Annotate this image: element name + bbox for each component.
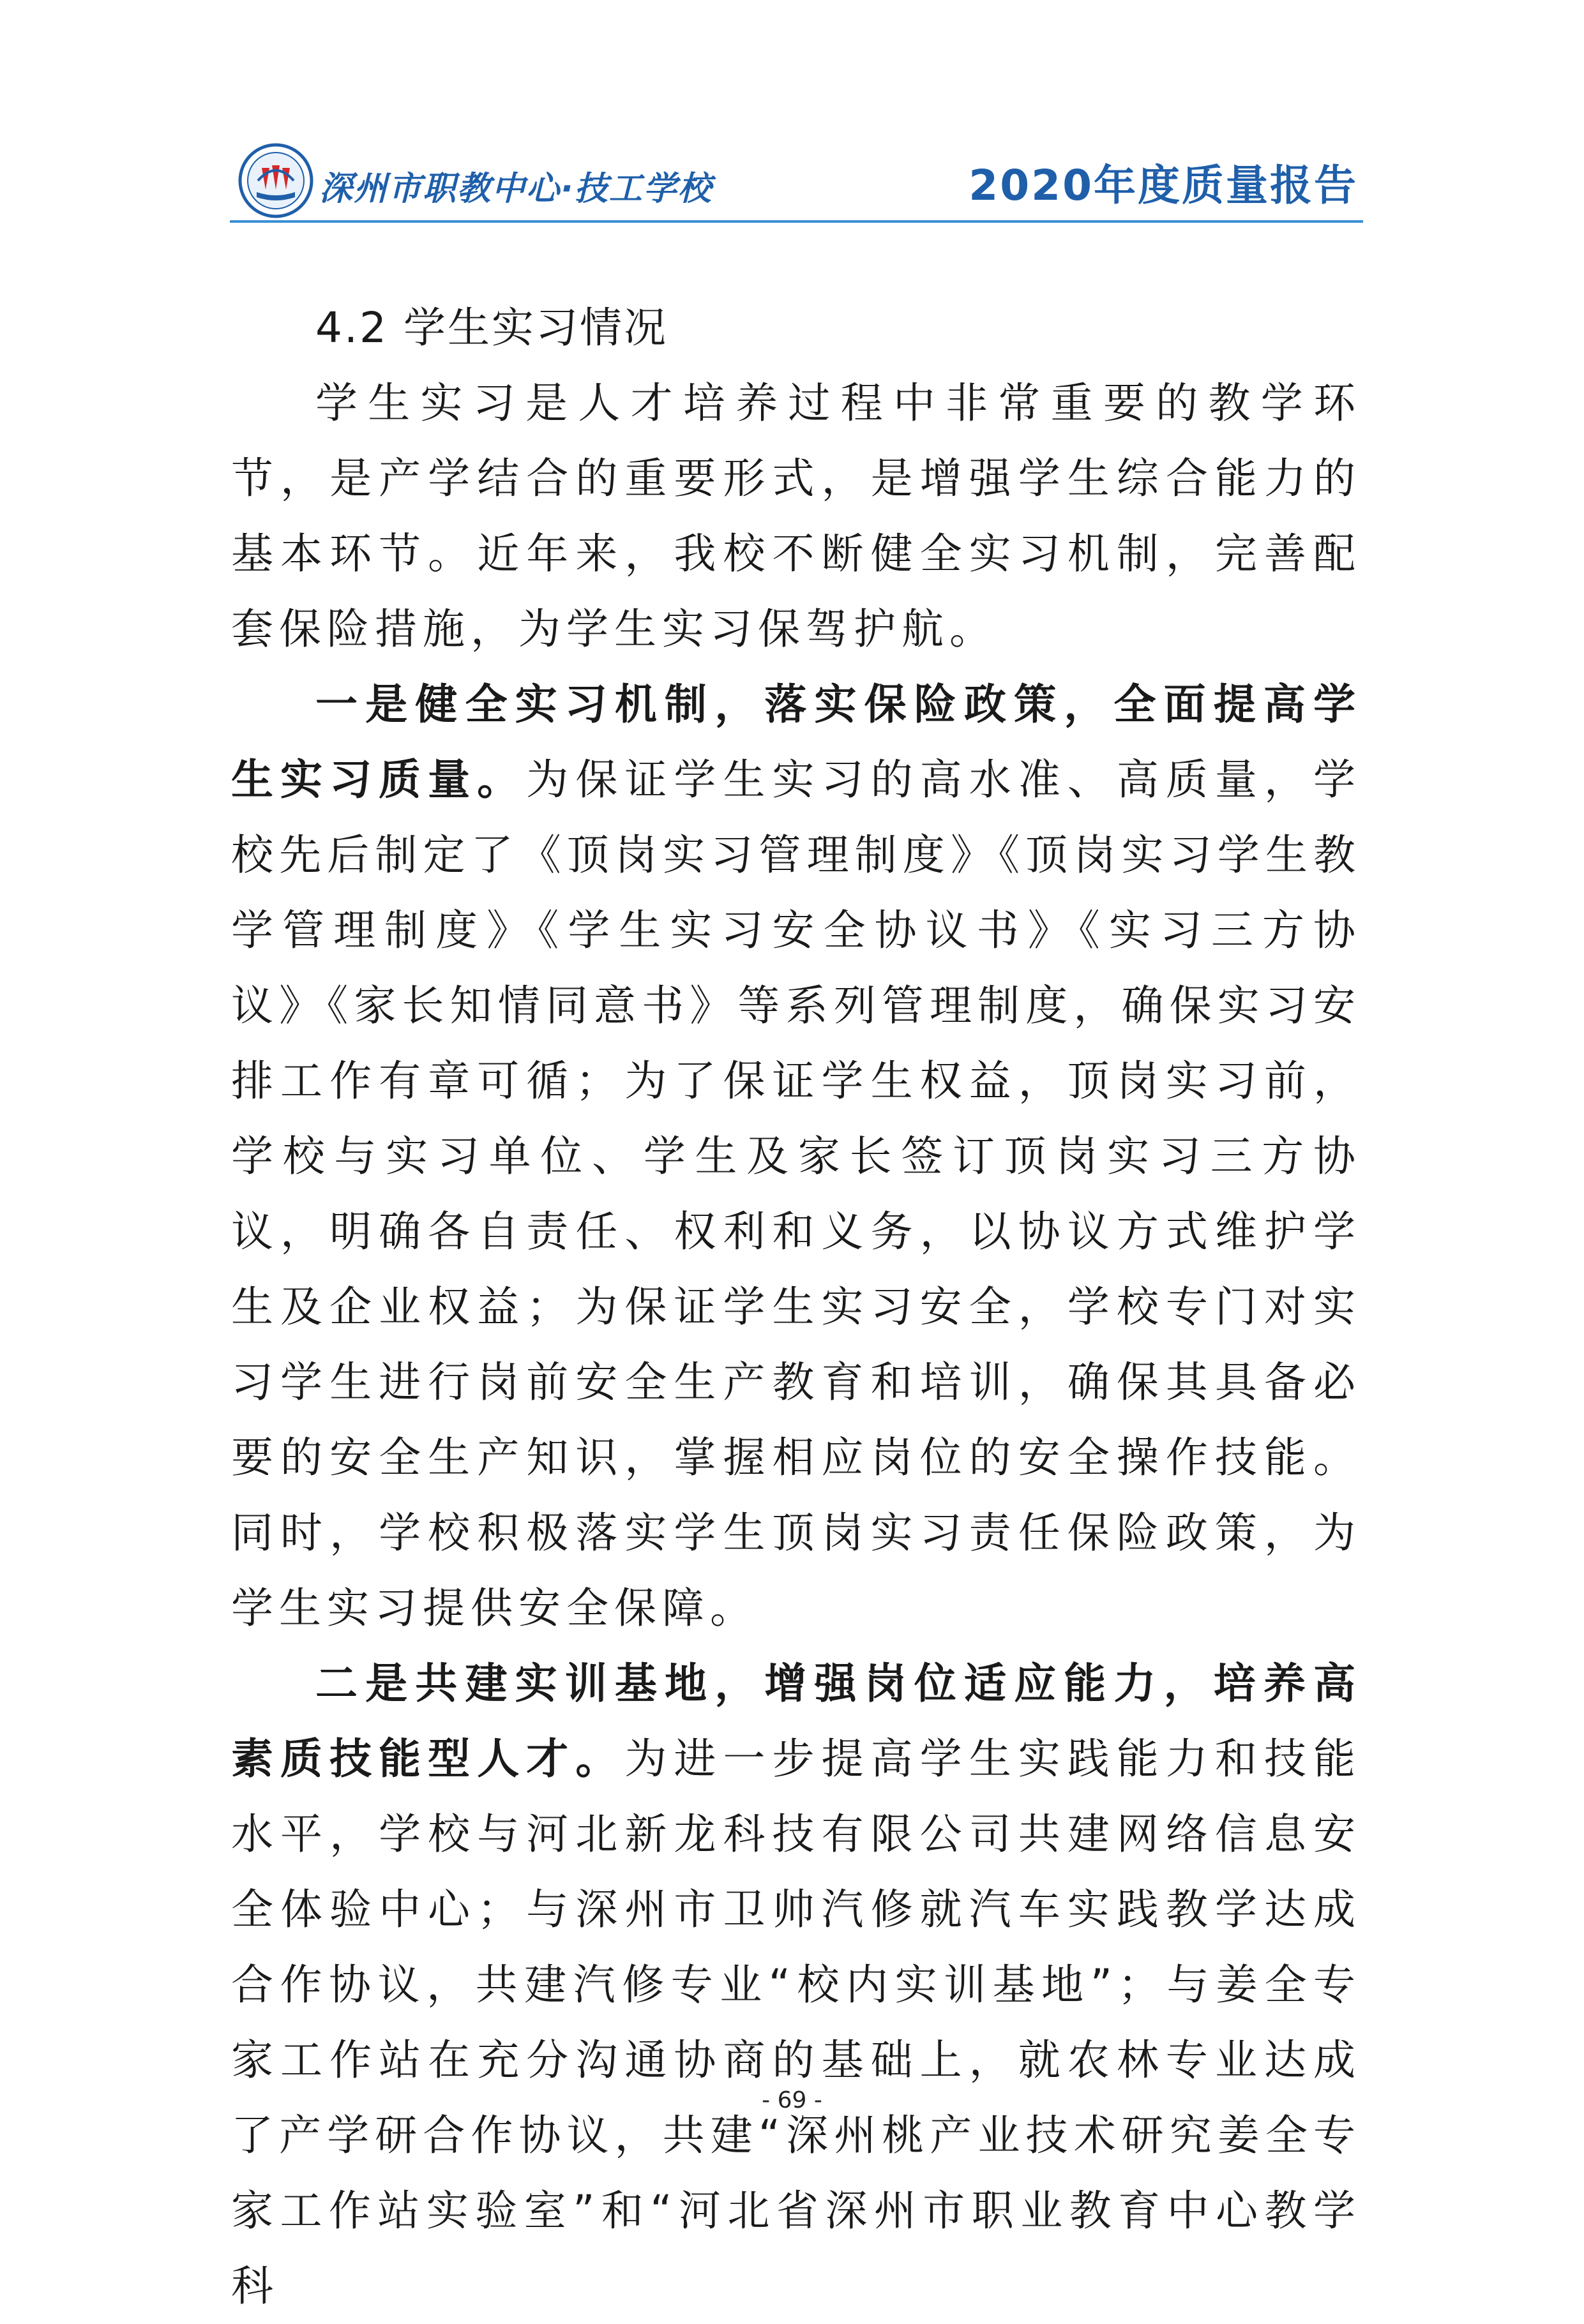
paragraph-one-body: 为保证学生实习的高水准、高质量，学校先后制定了《顶岗实习管理制度》《顶岗实习学生教学管理制度》《学生实习安全协议书》《实习三方协议》《家长知情同意书》等系列管理制度，确保实习安排工作有章可循；为了保证学生权益，顶岗实习前，学校与实习单位、学生及家长签订顶岗实习三方协议，明确各自责任、权利和义务，以协议方式维护学生及企业权益；为保证学生实习安全，学校专门对实习学生进行岗前安全生产教育和培训，确保其具备必要的安全生产知识，掌握相应岗位的安全操作技能。同时，学校积极落实学生顶岗实习责任保险政策，为学生实习提供安全保障。 [231, 755, 1362, 1633]
paragraph-one-lead: 一是健全实习机制，落实保险政策，全面提高学生实习质量。 [231, 680, 1361, 804]
school-name: 深州市职教中心·技工学校 [319, 170, 713, 208]
section-title: 4.2 学生实习情况 [315, 303, 668, 352]
paragraph-one [231, 667, 1361, 1646]
intro-paragraph: 学生实习是人才培养过程中非常重要的教学环节，是产学结合的重要形式，是增强学生综合能力的基本环节。近年来，我校不断健全实习机制，完善配套保险措施，为学生实习保驾护航。 [231, 379, 1361, 654]
page-number: - 69 - [762, 2087, 822, 2113]
school-emblem-icon [238, 142, 314, 219]
report-title: 2020年度质量报告 [969, 161, 1358, 210]
paragraph-two [231, 1646, 1361, 2324]
paragraph-two-body: 为进一步提高学生实践能力和技能水平，学校与河北新龙科技有限公司共建网络信息安全体验中心；与深州市卫帅汽修就汽车实践教学达成合作协议，共建汽修专业“校内实训基地”；与姜全专家工作站在充分沟通协商的基础上，就农林专业达成了产学研合作协议，共建“深州桃产业技术研究姜全专家工作站实验室”和“河北省深州市职业教育中心教学科 [231, 1734, 1362, 2311]
paragraph-two-lead: 二是共建实训基地，增强岗位适应能力，培养高素质技能型人才。 [231, 1659, 1361, 1783]
page-header [230, 137, 1363, 223]
document-body [231, 290, 1361, 2324]
